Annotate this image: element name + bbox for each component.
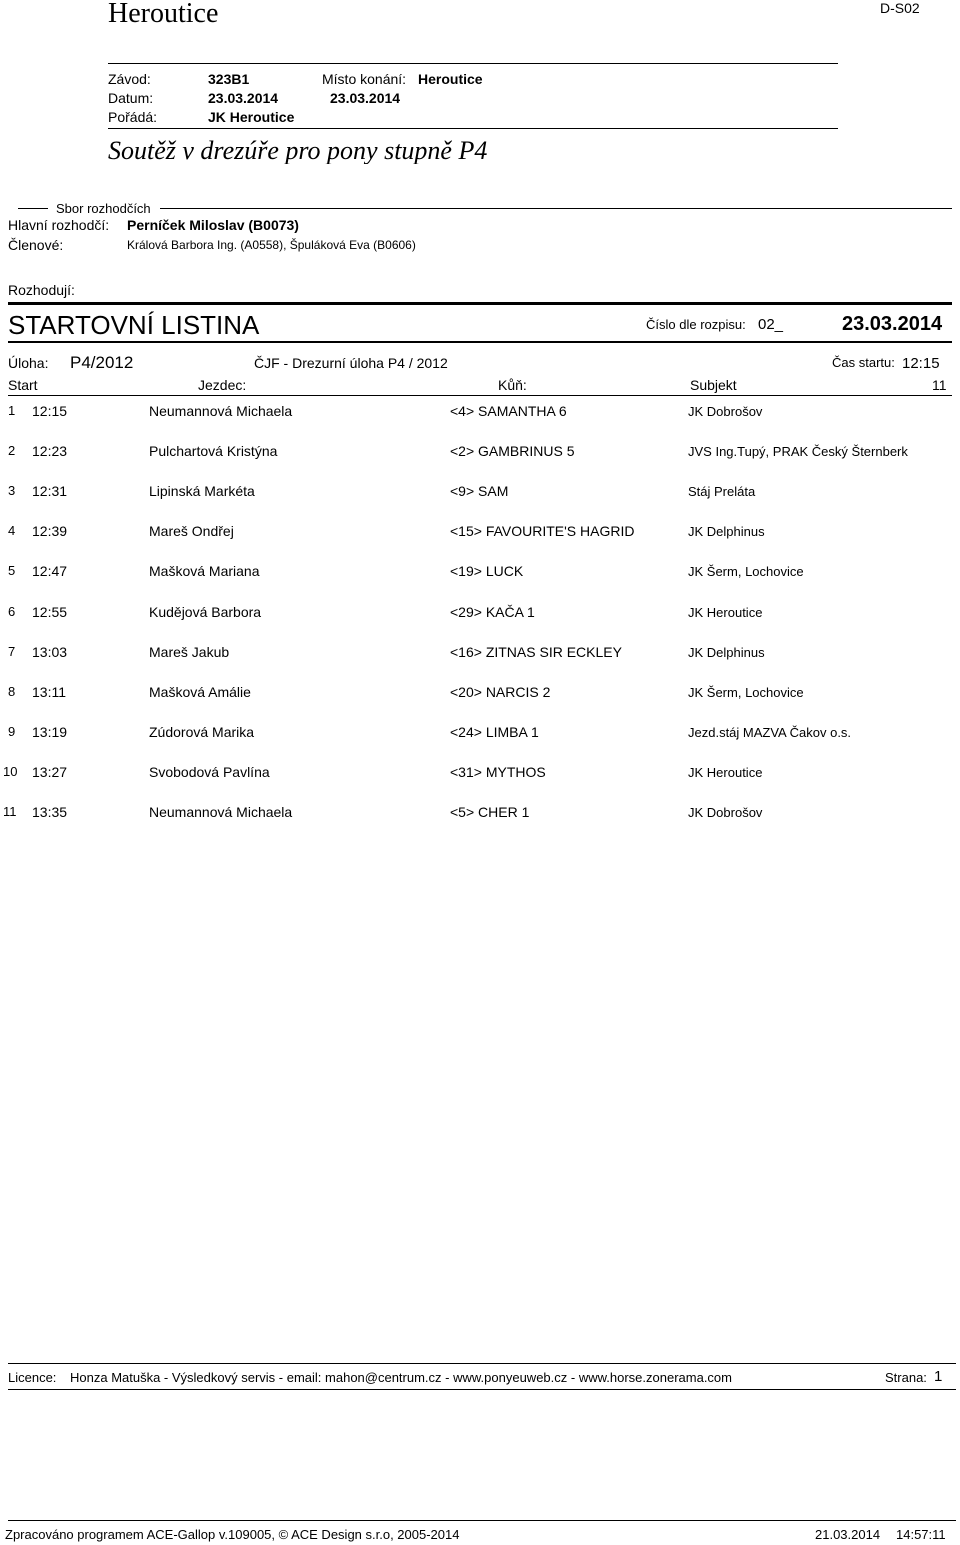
divider	[108, 63, 838, 64]
row-horse: <2> GAMBRINUS 5	[450, 443, 575, 460]
program-info: Zpracováno programem ACE-Gallop v.109005, © ACE Design s.r.o, 2005-2014	[5, 1527, 460, 1542]
row-horse: <9> SAM	[450, 483, 509, 500]
row-horse: <15> FAVOURITE'S HAGRID	[450, 523, 635, 540]
row-number: 9	[8, 723, 16, 739]
main-judge-value: Perníček Miloslav (B0073)	[127, 217, 299, 233]
divider	[8, 1389, 956, 1390]
row-horse: <19> LUCK	[450, 563, 524, 580]
table-row	[0, 563, 960, 587]
row-rider: Zúdorová Marika	[149, 723, 255, 740]
row-horse: <5> CHER 1	[450, 804, 530, 820]
row-horse: <16> ZITNAS SIR ECKLEY	[450, 643, 622, 660]
judges-section-label: Sbor rozhodčích	[56, 201, 151, 216]
row-horse: <31> MYTHOS	[450, 763, 546, 780]
row-start-time: 12:55	[32, 603, 68, 620]
print-date: 21.03.2014	[815, 1527, 881, 1542]
row-start-time: 13:19	[32, 723, 68, 740]
row-club: JK Dobrošov	[688, 404, 763, 419]
row-start-time: 13:35	[32, 804, 68, 820]
row-number: 6	[8, 603, 16, 619]
cas-label: Čas startu:	[832, 355, 895, 370]
members-label: Členové:	[8, 237, 64, 253]
misto-value: Heroutice	[418, 71, 483, 87]
row-rider: Neumannová Michaela	[149, 403, 293, 419]
row-club: JVS Ing.Tupý, PRAK Český Šternberk	[688, 444, 908, 460]
porada-label: Pořádá:	[108, 109, 158, 125]
uloha-value: P4/2012	[70, 353, 134, 372]
competition-title: Soutěž v drezúře pro pony stupně P4	[108, 136, 488, 164]
divider	[108, 128, 838, 129]
row-rider: Mašková Amálie	[149, 683, 251, 700]
row-horse: <24> LIMBA 1	[450, 723, 539, 740]
divider	[8, 395, 952, 396]
datum-to: 23.03.2014	[330, 90, 401, 106]
row-club: JK Šerm, Lochovice	[688, 564, 804, 580]
thick-divider	[8, 302, 952, 305]
row-rider: Mašková Mariana	[149, 563, 260, 580]
table-row	[0, 604, 960, 628]
row-number: 7	[8, 643, 16, 659]
divider	[8, 1520, 956, 1521]
row-club: JK Delphinus	[688, 644, 765, 660]
print-time: 14:57:11	[896, 1527, 946, 1542]
row-number: 11	[3, 804, 17, 819]
row-start-time: 13:27	[32, 763, 68, 780]
table-row	[0, 764, 960, 788]
divider	[160, 208, 952, 209]
row-start-time: 12:23	[32, 443, 68, 460]
col-subjekt: Subjekt	[690, 377, 737, 393]
table-row	[0, 644, 960, 668]
divider	[8, 1363, 956, 1364]
zavod-value: 323B1	[208, 71, 250, 87]
row-start-time: 13:03	[32, 643, 68, 660]
row-horse: <4> SAMANTHA 6	[450, 403, 567, 419]
licence-label: Licence:	[8, 1370, 57, 1385]
row-club: JK Heroutice	[688, 604, 763, 620]
uloha-label: Úloha:	[8, 355, 49, 371]
deciding-label: Rozhodují:	[8, 282, 75, 298]
misto-label: Místo konání:	[322, 71, 407, 87]
licence-value: Honza Matuška - Výsledkový servis - email: mahon@centrum.cz - www.ponyeuweb.cz - www.horse.zonerama.com	[70, 1370, 732, 1385]
row-rider: Neumannová Michaela	[149, 804, 293, 820]
divider	[8, 341, 952, 343]
datum-from: 23.03.2014	[208, 90, 279, 106]
row-number: 1	[8, 403, 16, 418]
row-club: JK Šerm, Lochovice	[688, 684, 804, 700]
row-start-time: 12:39	[32, 523, 68, 540]
entry-count: 11	[932, 377, 947, 393]
cislo-label: Číslo dle rozpisu:	[646, 317, 746, 332]
startlist-date: 23.03.2014	[842, 313, 943, 335]
row-rider: Kudějová Barbora	[149, 603, 262, 620]
main-judge-label: Hlavní rozhodčí:	[8, 217, 110, 233]
table-row	[0, 523, 960, 547]
zavod-label: Závod:	[108, 71, 151, 87]
col-kun: Kůň:	[498, 377, 527, 393]
row-number: 3	[8, 483, 16, 499]
document-code: D-S02	[880, 0, 920, 16]
uloha-desc: ČJF - Drezurní úloha P4 / 2012	[254, 355, 448, 371]
table-row	[0, 443, 960, 467]
row-rider: Pulchartová Kristýna	[149, 443, 278, 460]
row-number: 10	[3, 763, 18, 779]
row-club: JK Delphinus	[688, 524, 765, 540]
startlist-title: STARTOVNÍ LISTINA	[8, 310, 260, 340]
row-start-time: 12:31	[32, 483, 68, 500]
row-start-time: 12:15	[32, 403, 68, 419]
table-row	[0, 483, 960, 507]
porada-value: JK Heroutice	[208, 109, 295, 125]
row-rider: Svobodová Pavlína	[149, 763, 270, 780]
table-row	[0, 403, 960, 427]
row-number: 8	[8, 683, 16, 699]
row-club: JK Heroutice	[688, 764, 763, 780]
strana-label: Strana:	[885, 1370, 927, 1385]
row-club: JK Dobrošov	[688, 805, 763, 820]
members-value: Králová Barbora Ing. (A0558), Špuláková Eva (B0606)	[127, 238, 416, 252]
row-rider: Lipinská Markéta	[149, 483, 255, 500]
cislo-value: 02_	[758, 316, 784, 333]
cas-value: 12:15	[902, 355, 940, 372]
row-number: 5	[8, 563, 16, 579]
table-row	[0, 804, 960, 828]
table-row	[0, 724, 960, 748]
row-rider: Mareš Jakub	[149, 643, 230, 660]
row-horse: <29> KAČA 1	[450, 603, 535, 620]
col-start: Start	[8, 377, 38, 393]
strana-value: 1	[934, 1368, 943, 1385]
divider	[18, 208, 48, 209]
row-start-time: 13:11	[32, 683, 66, 700]
datum-label: Datum:	[108, 90, 154, 106]
table-row	[0, 684, 960, 708]
row-number: 4	[8, 523, 16, 539]
row-start-time: 12:47	[32, 563, 68, 580]
row-club: Jezd.stáj MAZVA Čakov o.s.	[688, 724, 852, 740]
row-club: Stáj Preláta	[688, 484, 756, 500]
row-number: 2	[8, 443, 16, 459]
row-rider: Mareš Ondřej	[149, 523, 234, 540]
col-jezdec: Jezdec:	[198, 377, 247, 393]
place-title: Heroutice	[108, 0, 219, 29]
row-horse: <20> NARCIS 2	[450, 683, 551, 700]
